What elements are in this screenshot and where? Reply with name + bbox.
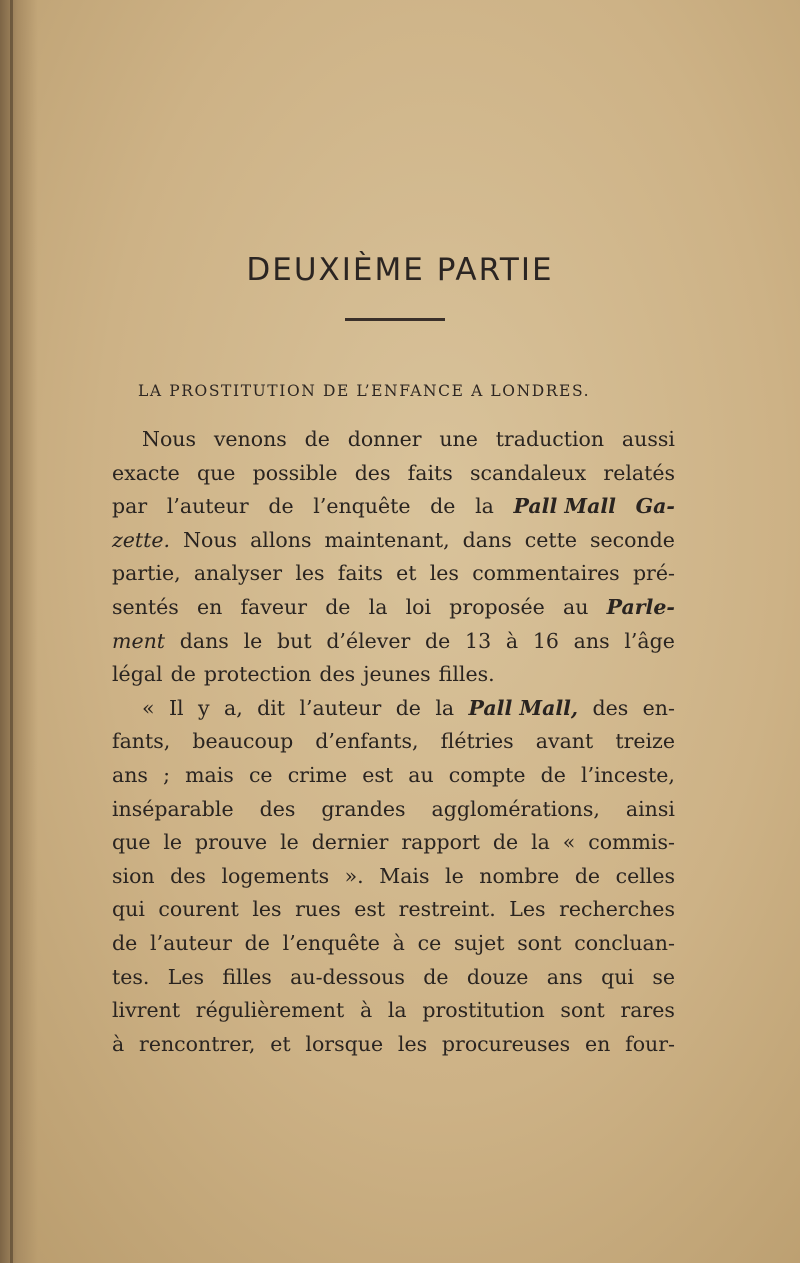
word: rencontrer, — [139, 1031, 256, 1056]
word: l’enquête — [313, 494, 411, 519]
word: beaucoup — [192, 729, 294, 754]
word: les — [252, 897, 282, 922]
word: grandes — [321, 796, 406, 821]
word: faits — [407, 460, 453, 485]
word: dit — [257, 695, 286, 720]
word: qui — [601, 964, 634, 989]
word: concluan- — [574, 930, 675, 955]
word: logements — [221, 863, 330, 888]
word: de — [430, 494, 456, 519]
word: aussi — [621, 427, 675, 451]
word: loi — [405, 594, 432, 619]
text-line — [112, 725, 675, 759]
word: avant — [535, 729, 594, 754]
word: de — [304, 427, 330, 451]
word: à — [392, 930, 405, 955]
chapter-subheading: LA PROSTITUTION DE L’ENFANCE A LONDRES. — [138, 382, 591, 400]
word: sont — [517, 930, 562, 955]
word: fants, — [112, 729, 171, 754]
word: filles — [222, 964, 272, 989]
word: recherches — [559, 897, 675, 922]
word: Ga- — [635, 494, 675, 519]
word: ans — [573, 628, 610, 653]
word: dernier — [311, 830, 389, 855]
word: les — [397, 1031, 428, 1056]
word: est — [354, 897, 386, 922]
word: crime — [287, 762, 348, 787]
word: ». — [344, 863, 364, 888]
word: procureuses — [441, 1031, 571, 1056]
word: l’auteur — [150, 930, 232, 955]
word: filles. — [438, 662, 495, 687]
heading-rule — [345, 318, 445, 321]
text-line — [112, 625, 675, 659]
word: la — [368, 594, 388, 619]
word: au — [562, 594, 589, 619]
word: ce — [417, 930, 442, 955]
word: de — [170, 662, 196, 687]
word: rapport — [401, 830, 480, 855]
book-spine-edge — [0, 0, 38, 1263]
word: à — [112, 1031, 125, 1056]
text-line — [112, 591, 675, 625]
word: compte — [448, 762, 526, 787]
word: inséparable — [112, 796, 234, 821]
text-line — [112, 860, 675, 894]
word: au-dessous — [290, 964, 405, 989]
word: commis- — [588, 830, 675, 855]
word: sujet — [454, 930, 505, 955]
word: à — [505, 628, 519, 653]
word: des — [259, 796, 296, 821]
word: ainsi — [625, 796, 675, 821]
word: d’enfants, — [315, 729, 419, 754]
word: l’auteur — [299, 695, 382, 720]
word: Parle- — [606, 594, 675, 619]
word: des — [319, 662, 356, 687]
word: régulièrement — [195, 998, 345, 1023]
word: y — [197, 695, 210, 720]
word: le — [280, 830, 299, 855]
word: « — [562, 830, 576, 855]
word: la — [387, 998, 407, 1023]
text-line — [112, 826, 675, 860]
text-line — [112, 961, 675, 995]
word: de — [492, 830, 519, 855]
word: dans — [179, 628, 229, 653]
text-line — [112, 557, 675, 591]
word: qui — [112, 897, 145, 922]
word: la — [475, 494, 494, 519]
word: de — [425, 628, 451, 653]
text-line — [112, 893, 675, 927]
text-line — [112, 927, 675, 961]
word: de — [540, 762, 566, 787]
word: proposée — [449, 594, 545, 619]
text-line — [112, 1028, 675, 1062]
word: maintenant, — [324, 527, 450, 552]
word: au — [408, 762, 434, 787]
word: le — [243, 628, 263, 653]
word: cette — [524, 527, 577, 552]
word: des — [354, 460, 391, 485]
word: douze — [466, 964, 529, 989]
word: que — [196, 460, 236, 485]
word: zette. — [112, 527, 171, 552]
word: une — [439, 427, 478, 451]
word: en — [196, 594, 223, 619]
word: les — [429, 561, 459, 586]
word: rares — [620, 998, 675, 1023]
word: de — [574, 863, 601, 888]
text-line — [112, 692, 675, 726]
word: Pall Mall — [513, 494, 616, 519]
word: agglomérations, — [431, 796, 600, 821]
word: sentés — [112, 594, 179, 619]
word: de — [325, 594, 351, 619]
word: ; — [163, 762, 170, 787]
word: scandaleux — [469, 460, 587, 485]
word: pré- — [632, 561, 675, 586]
word: des — [170, 863, 206, 888]
word: livrent — [112, 998, 181, 1023]
word: et — [396, 561, 417, 586]
word: donner — [347, 427, 422, 451]
word: allons — [250, 527, 312, 552]
word: but — [277, 628, 312, 653]
word: sont — [560, 998, 605, 1023]
text-line — [112, 793, 675, 827]
word: par — [112, 494, 148, 519]
word: possible — [252, 460, 338, 485]
word: en — [584, 1031, 611, 1056]
word: 13 — [465, 628, 492, 653]
word: sion — [112, 863, 155, 888]
text-line — [112, 658, 675, 692]
word: treize — [615, 729, 675, 754]
word: prostitution — [422, 998, 545, 1023]
word: courent — [158, 897, 239, 922]
word: l’enquête — [282, 930, 380, 955]
word: flétries — [440, 729, 514, 754]
word: la — [531, 830, 550, 855]
text-line — [112, 490, 675, 524]
word: « — [142, 695, 155, 720]
word: de — [423, 964, 449, 989]
word: celles — [615, 863, 675, 888]
word: tes. — [112, 964, 150, 989]
word: rues — [295, 897, 341, 922]
word: de — [395, 695, 421, 720]
word: dans — [462, 527, 512, 552]
word: analyser — [193, 561, 283, 586]
text-line — [112, 423, 675, 457]
body-text — [112, 423, 675, 1061]
word: l’auteur — [166, 494, 249, 519]
word: en- — [642, 695, 675, 720]
word: nombre — [479, 863, 560, 888]
word: l’âge — [624, 628, 675, 653]
text-line — [112, 759, 675, 793]
word: faveur — [240, 594, 307, 619]
word: d’élever — [326, 628, 411, 653]
word: que — [112, 830, 151, 855]
word: relatés — [603, 460, 675, 485]
word: commentaires — [472, 561, 620, 586]
word: 16 — [532, 628, 559, 653]
word: restreint. — [398, 897, 496, 922]
word: de — [268, 494, 294, 519]
word: de — [112, 930, 138, 955]
word: à — [359, 998, 373, 1023]
text-line — [112, 457, 675, 491]
word: Nous — [142, 427, 197, 451]
word: se — [652, 964, 675, 989]
word: venons — [213, 427, 287, 451]
part-heading: DEUXIÈME PARTIE — [246, 252, 554, 288]
word: jeunes — [363, 662, 431, 687]
word: mais — [185, 762, 234, 787]
word: de — [244, 930, 270, 955]
text-line — [112, 994, 675, 1028]
word: ans — [112, 762, 148, 787]
word: ans — [546, 964, 583, 989]
word: l’inceste, — [581, 762, 675, 787]
word: a, — [223, 695, 243, 720]
word: lorsque — [305, 1031, 384, 1056]
word: Mais — [379, 863, 430, 888]
word: Pall Mall, — [468, 695, 579, 720]
text-line — [112, 524, 675, 558]
word: la — [435, 695, 455, 720]
word: le — [445, 863, 464, 888]
word: ment — [112, 628, 166, 653]
word: Les — [167, 964, 205, 989]
word: des — [592, 695, 629, 720]
word: exacte — [112, 460, 180, 485]
word: Les — [509, 897, 546, 922]
word: faits — [337, 561, 383, 586]
word: prouve — [194, 830, 268, 855]
word: ce — [248, 762, 273, 787]
word: le — [163, 830, 183, 855]
word: légal — [112, 662, 163, 687]
word: les — [295, 561, 325, 586]
word: Il — [168, 695, 184, 720]
word: seconde — [589, 527, 675, 552]
word: partie, — [112, 561, 181, 586]
word: est — [362, 762, 394, 787]
word: four- — [625, 1031, 675, 1056]
word: protection — [203, 662, 312, 687]
word: Nous — [183, 527, 238, 552]
word: et — [270, 1031, 291, 1056]
word: traduction — [495, 427, 605, 451]
